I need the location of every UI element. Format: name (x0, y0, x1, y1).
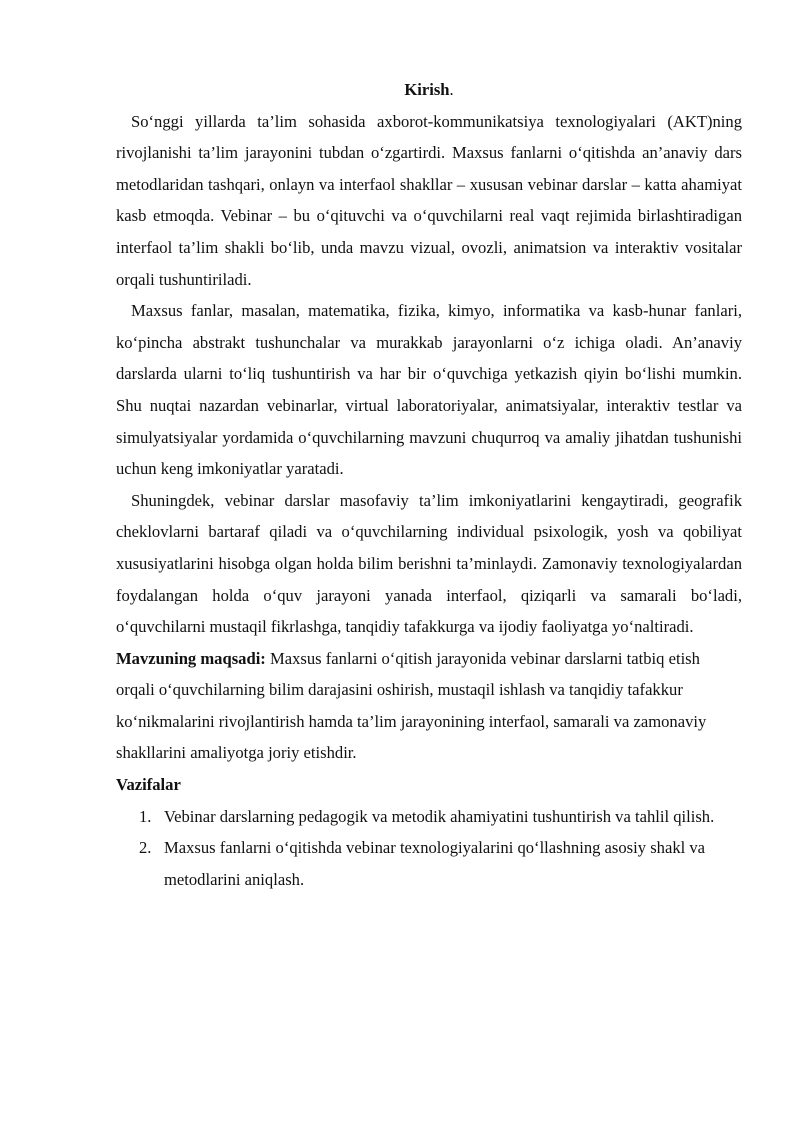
goal-paragraph (116, 643, 742, 769)
list-item-number: 2. (139, 838, 152, 858)
intro-paragraph-2: Maxsus fanlar, masalan, matematika, fizika, kimyo, informatika va kasb-hunar fanlari, ko‘pincha abstrakt tushunchalar va murakkab jarayonlarni o‘z ichiga oladi. An’anaviy darslarda ularni to‘liq tushuntirish va har bir o‘quvchiga yetkazish qiyin bo‘lishi mumkin. Shu nuqtai nazardan vebinarlar, virtual laboratoriyalar, animatsiyalar, interaktiv testlar va simulyatsiyalar yordamida o‘quvchilarning mavzuni chuqurroq va amaliy jihatdan tushunishi uchun keng imkoniyatlar yaratadi. (116, 301, 742, 479)
list-item-text: Maxsus fanlarni o‘qitishda vebinar texnologiyalarini qo‘llashning asosiy shakl va metodlarini aniqlash. (164, 838, 706, 889)
tasks-list (116, 801, 742, 896)
list-item (116, 801, 742, 833)
title-dot: . (449, 80, 454, 99)
document-title (116, 74, 742, 106)
goal-label: Mavzuning maqsadi: (116, 648, 266, 668)
title-text: Kirish (404, 80, 450, 99)
list-item-text: Vebinar darslarning pedagogik va metodik ahamiyatini tushuntirish va tahlil qilish. (164, 806, 715, 826)
document-page (116, 74, 742, 895)
goal-text: Maxsus fanlarni o‘qitish jarayonida vebinar darslarni tatbiq etish orqali o‘quvchilarning bilim darajasini oshirish, mustaqil ishlash va tanqidiy tafakkur ko‘nikmalarini rivojlantirish hamda ta’lim jarayonining interfaol, samarali va zamonaviy shakllarini amaliyotga joriy etishdir. (116, 648, 707, 763)
list-item (116, 832, 742, 895)
list-item-number: 1. (139, 806, 152, 826)
tasks-heading: Vazifalar (116, 775, 181, 795)
intro-paragraph-1: So‘nggi yillarda ta’lim sohasida axborot-kommunikatsiya texnologiyalari (AKT)ning rivojlanishi ta’lim jarayonini tubdan o‘zgartirdi. Maxsus fanlarni o‘qitishda an’anaviy dars metodlaridan tashqari, onlayn va interfaol shakllar – xususan vebinar darslar – katta ahamiyat kasb etmoqda. Vebinar – bu o‘qituvchi va o‘quvchilarni real vaqt rejimida birlashtiradigan interfaol ta’lim shakli bo‘lib, unda mavzu vizual, ovozli, animatsion va interaktiv vositalar orqali tushuntiriladi. (116, 111, 742, 289)
intro-paragraph-3: Shuningdek, vebinar darslar masofaviy ta’lim imkoniyatlarini kengaytiradi, geografik cheklovlarni bartaraf qiladi va o‘quvchilarning individual psixologik, yosh va qobiliyat xususiyatlarini hisobga olgan holda bilim berishni ta’minlaydi. Zamonaviy texnologiyalardan foydalangan holda o‘quv jarayoni yanada interfaol, qiziqarli va samarali bo‘ladi, o‘quvchilarni mustaqil fikrlashga, tanqidiy tafakkurga va ijodiy faoliyatga yo‘naltiradi. (116, 490, 742, 637)
